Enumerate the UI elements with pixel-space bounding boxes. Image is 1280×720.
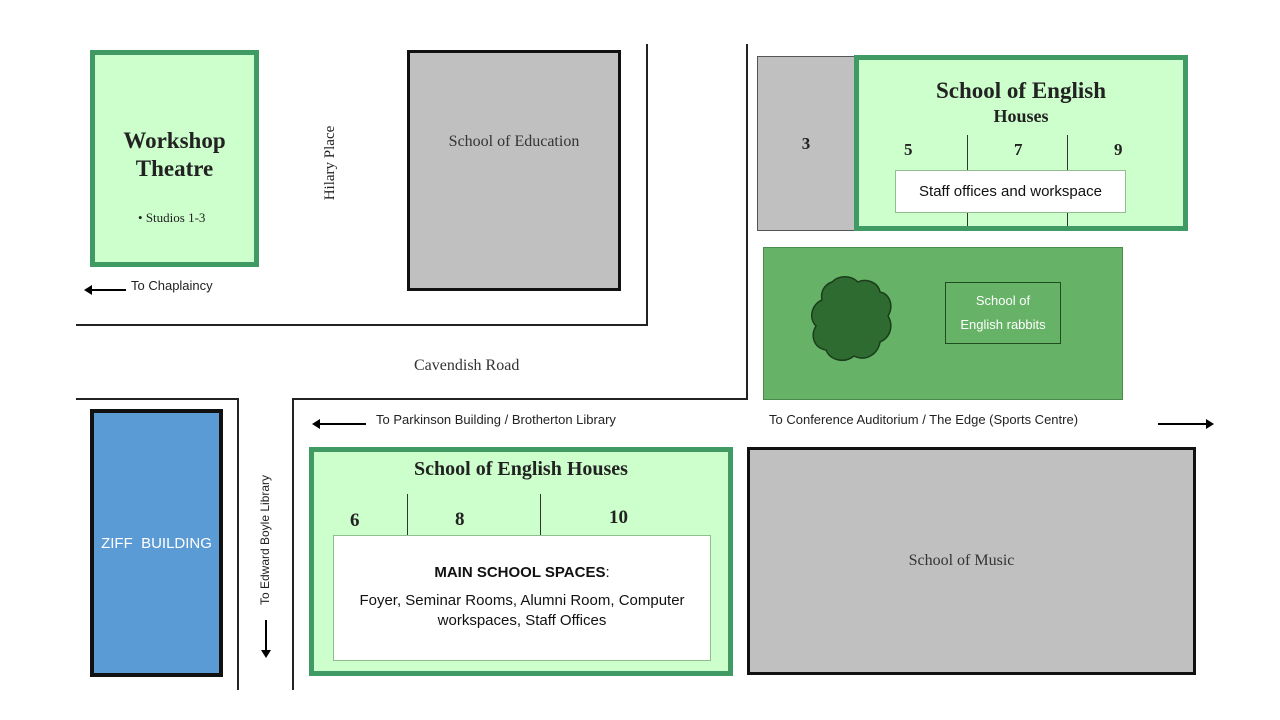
- house-number-6: 6: [350, 510, 360, 531]
- cavendish-road-label: Cavendish Road: [414, 357, 520, 374]
- main-school-spaces-box: MAIN SCHOOL SPACES: Foyer, Seminar Rooms, Alumni Room, Computer workspaces, Staff Offices: [333, 535, 711, 661]
- english-houses-north[interactable]: [854, 55, 1188, 231]
- road-line: [76, 398, 238, 400]
- workshop-theatre-bullet: • Studios 1-3: [138, 210, 206, 225]
- lawn: [763, 247, 1123, 400]
- main-school-spaces-desc: Foyer, Seminar Rooms, Alumni Room, Computer workspaces, Staff Offices: [359, 592, 685, 629]
- road-line: [237, 398, 239, 690]
- house-divider: [540, 494, 541, 539]
- ziff-building-label: ZIFF BUILDING: [101, 534, 212, 552]
- ziff-building[interactable]: [90, 409, 223, 677]
- arrow-right-icon: [1158, 423, 1208, 425]
- arrow-down-icon: [265, 620, 267, 652]
- english-houses-north-title: School of English Houses: [936, 78, 1106, 126]
- tree-icon: [808, 274, 896, 364]
- house-3-number: 3: [801, 133, 811, 153]
- house-divider: [407, 494, 408, 539]
- road-line: [292, 398, 748, 400]
- to-conference-label: To Conference Auditorium / The Edge (Sports Centre): [769, 412, 1079, 427]
- workshop-theatre[interactable]: [90, 50, 259, 267]
- to-parkinson-label: To Parkinson Building / Brotherton Library: [376, 412, 616, 427]
- english-houses-south-title: School of English Houses: [414, 458, 628, 480]
- house-number-5: 5: [904, 140, 913, 159]
- school-of-education-label: School of Education: [448, 133, 580, 150]
- house-number-7: 7: [1014, 140, 1023, 159]
- house-number-10: 10: [609, 507, 628, 528]
- house-number-8: 8: [455, 509, 465, 530]
- rabbits-label: School of English rabbits: [945, 282, 1061, 344]
- house-number-9: 9: [1114, 140, 1123, 159]
- house-3[interactable]: [757, 56, 855, 231]
- to-chaplaincy-label: To Chaplaincy: [131, 278, 213, 293]
- arrow-left-icon: [90, 289, 126, 291]
- school-of-education[interactable]: [407, 50, 621, 291]
- english-houses-south[interactable]: [309, 447, 733, 676]
- bullet-icon: •: [138, 210, 146, 225]
- road-line: [646, 44, 648, 326]
- school-of-music-label: School of Music: [908, 552, 1015, 569]
- road-line: [292, 398, 294, 690]
- to-edward-boyle-label: To Edward Boyle Library: [258, 474, 272, 606]
- staff-offices-note: Staff offices and workspace: [895, 170, 1126, 213]
- main-school-spaces-title: MAIN SCHOOL SPACES: [434, 564, 606, 581]
- road-line: [746, 44, 748, 400]
- workshop-theatre-title: Workshop Theatre: [123, 128, 226, 181]
- hilary-place-label: Hilary Place: [322, 125, 338, 201]
- road-line: [76, 324, 648, 326]
- school-of-music[interactable]: [747, 447, 1196, 675]
- arrow-left-icon: [318, 423, 366, 425]
